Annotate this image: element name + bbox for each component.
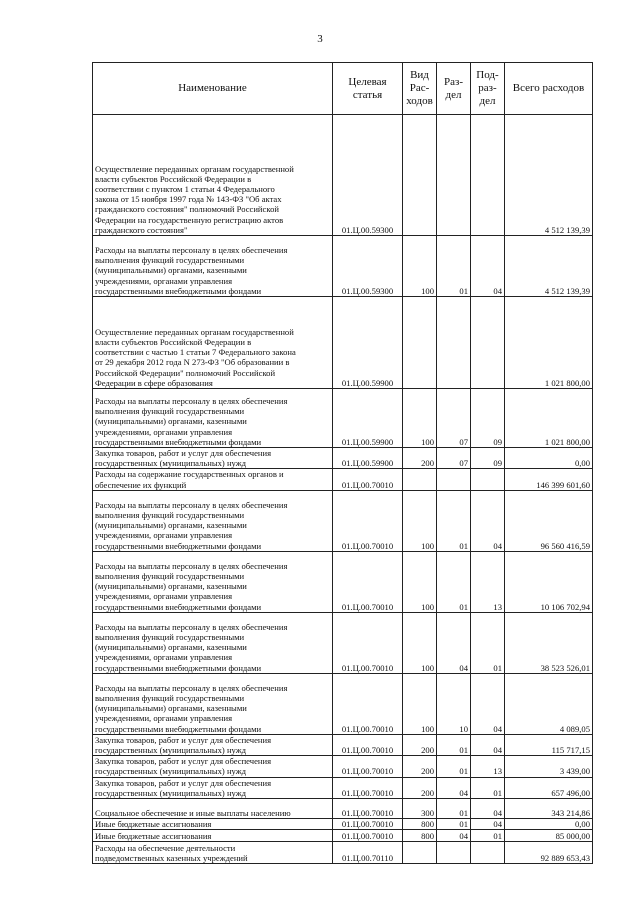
table-row bbox=[93, 389, 593, 448]
table-row bbox=[93, 448, 593, 469]
row-target-article: 01.Ц.00.70010 bbox=[333, 734, 403, 755]
row-total: 3 439,00 bbox=[505, 756, 593, 777]
row-target-article: 01.Ц.00.59900 bbox=[333, 389, 403, 448]
row-expense-type: 200 bbox=[403, 777, 437, 798]
header-target-article: Целевая статья bbox=[333, 63, 403, 115]
row-expense-type: 200 bbox=[403, 448, 437, 469]
row-subsection: 04 bbox=[471, 799, 505, 819]
row-subsection: 09 bbox=[471, 389, 505, 448]
row-target-article: 01.Ц.00.70010 bbox=[333, 799, 403, 819]
row-target-article: 01.Ц.00.70010 bbox=[333, 469, 403, 490]
table-header-row bbox=[93, 63, 593, 115]
header-subsection: Под- раз- дел bbox=[471, 63, 505, 115]
row-name: Расходы на выплаты персоналу в целях обеспечения выполнения функций государственными (муниципальными) органами, казенными учреждениями, органами управления государственными внебюджетными фондами bbox=[93, 673, 333, 734]
row-subsection: 01 bbox=[471, 830, 505, 842]
row-section: 04 bbox=[437, 777, 471, 798]
table-row bbox=[93, 236, 593, 297]
row-name: Расходы на выплаты персоналу в целях обеспечения выполнения функций государственными (муниципальными) органами, казенными учреждениями, органами управления государственными внебюджетными фондами bbox=[93, 490, 333, 551]
row-expense-type bbox=[403, 842, 437, 864]
row-total: 10 106 702,94 bbox=[505, 551, 593, 612]
row-expense-type: 100 bbox=[403, 389, 437, 448]
row-name: Расходы на выплаты персоналу в целях обеспечения выполнения функций государственными (муниципальными) органами, казенными учреждениями, органами управления государственными внебюджетными фондами bbox=[93, 612, 333, 673]
row-subsection: 13 bbox=[471, 551, 505, 612]
row-section: 07 bbox=[437, 389, 471, 448]
row-name: Закупка товаров, работ и услуг для обеспечения государственных (муниципальных) нужд bbox=[93, 756, 333, 777]
row-target-article: 01.Ц.00.70010 bbox=[333, 830, 403, 842]
header-expense-type: Вид Рас- ходов bbox=[403, 63, 437, 115]
row-total: 0,00 bbox=[505, 819, 593, 830]
row-name: Расходы на выплаты персоналу в целях обеспечения выполнения функций государственными (муниципальными) органами, казенными учреждениями, органами управления государственными внебюджетными фондами bbox=[93, 551, 333, 612]
table-row bbox=[93, 830, 593, 842]
row-section bbox=[437, 115, 471, 236]
row-name: Закупка товаров, работ и услуг для обеспечения государственных (муниципальных) нужд bbox=[93, 448, 333, 469]
row-name: Иные бюджетные ассигнования bbox=[93, 819, 333, 830]
row-target-article: 01.Ц.00.70110 bbox=[333, 842, 403, 864]
row-subsection bbox=[471, 297, 505, 389]
row-expense-type: 200 bbox=[403, 734, 437, 755]
row-section: 07 bbox=[437, 448, 471, 469]
row-name: Социальное обеспечение и иные выплаты населению bbox=[93, 799, 333, 819]
row-total: 146 399 601,60 bbox=[505, 469, 593, 490]
row-target-article: 01.Ц.00.59900 bbox=[333, 448, 403, 469]
row-total: 1 021 800,00 bbox=[505, 389, 593, 448]
header-total-expenses: Всего расходов bbox=[505, 63, 593, 115]
row-name: Закупка товаров, работ и услуг для обеспечения государственных (муниципальных) нужд bbox=[93, 734, 333, 755]
table-body bbox=[93, 115, 593, 864]
table-row bbox=[93, 819, 593, 830]
row-total: 4 089,05 bbox=[505, 673, 593, 734]
row-expense-type: 300 bbox=[403, 799, 437, 819]
row-name: Закупка товаров, работ и услуг для обеспечения государственных (муниципальных) нужд bbox=[93, 777, 333, 798]
row-subsection: 04 bbox=[471, 673, 505, 734]
row-target-article: 01.Ц.00.59900 bbox=[333, 297, 403, 389]
row-subsection bbox=[471, 842, 505, 864]
row-subsection: 01 bbox=[471, 777, 505, 798]
row-total: 96 560 416,59 bbox=[505, 490, 593, 551]
row-section: 01 bbox=[437, 551, 471, 612]
row-subsection bbox=[471, 115, 505, 236]
row-name: Осуществление переданных органам государственной власти субъектов Российской Федерации в соответствии с пунктом 1 статьи 4 Федерального закона от 15 ноября 1997 года № 143-ФЗ "Об актах гражданского состояния" полномочий Российской Федерации на государственную регистрацию актов гражданского состояния" bbox=[93, 115, 333, 236]
row-name: Расходы на выплаты персоналу в целях обеспечения выполнения функций государственными (муниципальными) органами, казенными учреждениями, органами управления государственными внебюджетными фондами bbox=[93, 389, 333, 448]
row-section bbox=[437, 469, 471, 490]
row-section: 01 bbox=[437, 756, 471, 777]
row-total: 1 021 800,00 bbox=[505, 297, 593, 389]
row-expense-type: 100 bbox=[403, 612, 437, 673]
row-subsection: 13 bbox=[471, 756, 505, 777]
row-section: 01 bbox=[437, 819, 471, 830]
row-section: 04 bbox=[437, 612, 471, 673]
row-expense-type: 100 bbox=[403, 673, 437, 734]
row-name: Осуществление переданных органам государственной власти субъектов Российской Федерации в соответствии с частью 1 статьи 7 Федерального закона от 29 декабря 2012 года N 273-ФЗ "Об образовании в Российской Федерации" полномочий Российской Федерации в сфере образования bbox=[93, 297, 333, 389]
header-name: Наименование bbox=[93, 63, 333, 115]
table-row bbox=[93, 490, 593, 551]
page-number: 3 bbox=[317, 33, 323, 45]
row-expense-type: 200 bbox=[403, 756, 437, 777]
table-row bbox=[93, 777, 593, 798]
header-section: Раз- дел bbox=[437, 63, 471, 115]
row-expense-type: 100 bbox=[403, 551, 437, 612]
table-row bbox=[93, 734, 593, 755]
row-total: 85 000,00 bbox=[505, 830, 593, 842]
row-subsection: 01 bbox=[471, 612, 505, 673]
row-target-article: 01.Ц.00.70010 bbox=[333, 673, 403, 734]
row-total: 92 889 653,43 bbox=[505, 842, 593, 864]
table-row bbox=[93, 612, 593, 673]
row-total: 0,00 bbox=[505, 448, 593, 469]
row-section: 04 bbox=[437, 830, 471, 842]
table-row bbox=[93, 469, 593, 490]
budget-table bbox=[92, 62, 593, 864]
row-target-article: 01.Ц.00.70010 bbox=[333, 490, 403, 551]
row-section bbox=[437, 297, 471, 389]
row-subsection: 04 bbox=[471, 490, 505, 551]
table-row bbox=[93, 799, 593, 819]
row-target-article: 01.Ц.00.70010 bbox=[333, 612, 403, 673]
row-expense-type bbox=[403, 297, 437, 389]
row-target-article: 01.Ц.00.59300 bbox=[333, 236, 403, 297]
table-row bbox=[93, 756, 593, 777]
row-subsection: 04 bbox=[471, 734, 505, 755]
row-name: Расходы на содержание государственных органов и обеспечение их функций bbox=[93, 469, 333, 490]
row-subsection: 04 bbox=[471, 819, 505, 830]
table-row bbox=[93, 842, 593, 864]
row-target-article: 01.Ц.00.70010 bbox=[333, 819, 403, 830]
row-name: Расходы на обеспечение деятельности подведомственных казенных учреждений bbox=[93, 842, 333, 864]
row-expense-type: 100 bbox=[403, 490, 437, 551]
row-target-article: 01.Ц.00.70010 bbox=[333, 756, 403, 777]
row-total: 657 496,00 bbox=[505, 777, 593, 798]
row-section: 01 bbox=[437, 490, 471, 551]
row-total: 38 523 526,01 bbox=[505, 612, 593, 673]
table-row bbox=[93, 551, 593, 612]
row-expense-type: 800 bbox=[403, 819, 437, 830]
table-row bbox=[93, 115, 593, 236]
row-name: Иные бюджетные ассигнования bbox=[93, 830, 333, 842]
row-expense-type: 100 bbox=[403, 236, 437, 297]
row-subsection bbox=[471, 469, 505, 490]
table-row bbox=[93, 297, 593, 389]
row-expense-type: 800 bbox=[403, 830, 437, 842]
row-section: 01 bbox=[437, 734, 471, 755]
row-expense-type bbox=[403, 115, 437, 236]
row-section bbox=[437, 842, 471, 864]
row-total: 343 214,86 bbox=[505, 799, 593, 819]
row-target-article: 01.Ц.00.70010 bbox=[333, 551, 403, 612]
row-expense-type bbox=[403, 469, 437, 490]
table-row bbox=[93, 673, 593, 734]
row-subsection: 09 bbox=[471, 448, 505, 469]
row-subsection: 04 bbox=[471, 236, 505, 297]
row-section: 01 bbox=[437, 236, 471, 297]
row-total: 4 512 139,39 bbox=[505, 115, 593, 236]
row-section: 01 bbox=[437, 799, 471, 819]
row-target-article: 01.Ц.00.70010 bbox=[333, 777, 403, 798]
row-total: 4 512 139,39 bbox=[505, 236, 593, 297]
row-section: 10 bbox=[437, 673, 471, 734]
row-target-article: 01.Ц.00.59300 bbox=[333, 115, 403, 236]
row-name: Расходы на выплаты персоналу в целях обеспечения выполнения функций государственными (муниципальными) органами, казенными учреждениями, органами управления государственными внебюджетными фондами bbox=[93, 236, 333, 297]
row-total: 115 717,15 bbox=[505, 734, 593, 755]
